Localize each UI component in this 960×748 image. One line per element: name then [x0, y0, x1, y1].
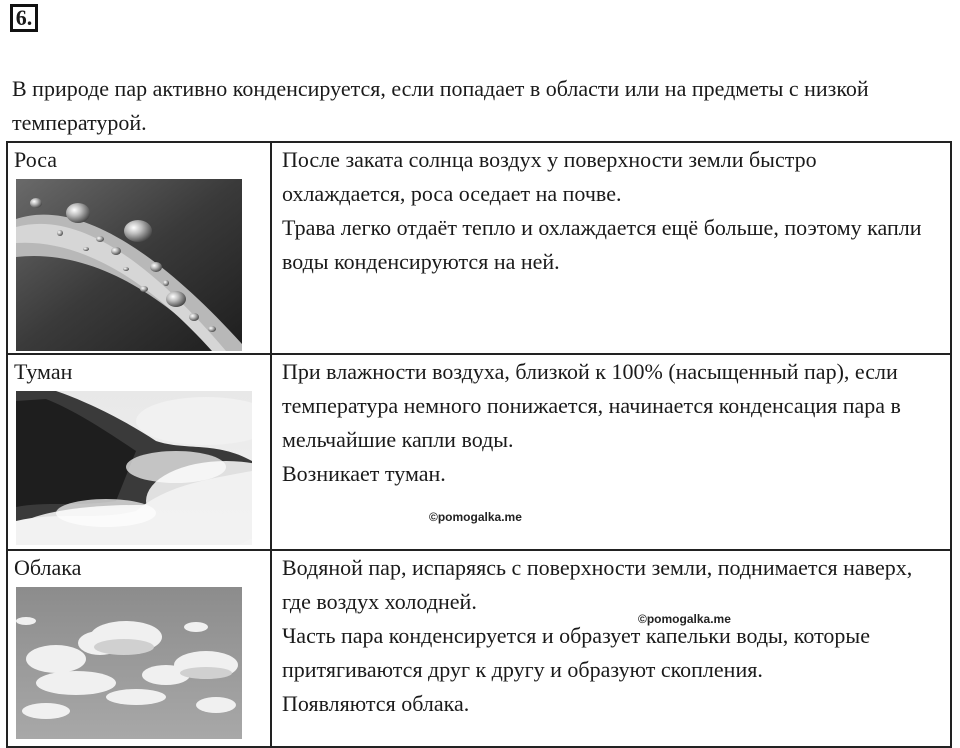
row-name-clouds: Облака	[14, 555, 82, 580]
clouds-paragraph-3: Появляются облака.	[282, 691, 470, 716]
watermark: ©pomogalka.me	[638, 612, 731, 626]
dew-paragraph-1: После заката солнца воздух у поверхности земли быстро охлаждается, роса оседает на почве.	[282, 147, 817, 206]
cell-clouds-name	[7, 550, 271, 747]
clouds-paragraph-1: Водяной пар, испаряясь с поверхности земли, поднимается наверх, где воздух холодней.	[282, 555, 913, 614]
table-row-clouds	[7, 550, 951, 747]
fog-paragraph-1: При влажности воздуха, близкой к 100% (насыщенный пар), если температура немного понижается, начинается конденсация пара в мельчайшие капли воды.	[282, 359, 901, 452]
clouds-photo	[16, 587, 242, 739]
row-name-fog: Туман	[14, 359, 73, 384]
condensation-table	[6, 141, 952, 748]
dew-paragraph-2: Трава легко отдаёт тепло и охлаждается ещё больше, поэтому капли воды конденсируются на ней.	[282, 215, 922, 274]
cell-dew-name	[7, 142, 271, 354]
fog-paragraph-2: Возникает туман.	[282, 461, 446, 486]
cell-dew-text	[271, 142, 951, 354]
fog-photo	[16, 391, 252, 545]
cell-fog-text	[271, 354, 951, 550]
cell-clouds-text	[271, 550, 951, 747]
task-number: 6.	[10, 4, 38, 32]
cell-fog-name	[7, 354, 271, 550]
intro-text: В природе пар активно конденсируется, если попадает в области или на предметы с низкой температурой.	[12, 76, 869, 135]
row-name-dew: Роса	[14, 147, 58, 172]
clouds-paragraph-2: Часть пара конденсируется и образует капельки воды, которые притягиваются друг к другу и образуют скопления.	[282, 623, 870, 682]
dew-photo	[16, 179, 242, 351]
table-row-dew	[7, 142, 951, 354]
watermark: ©pomogalka.me	[429, 510, 522, 524]
